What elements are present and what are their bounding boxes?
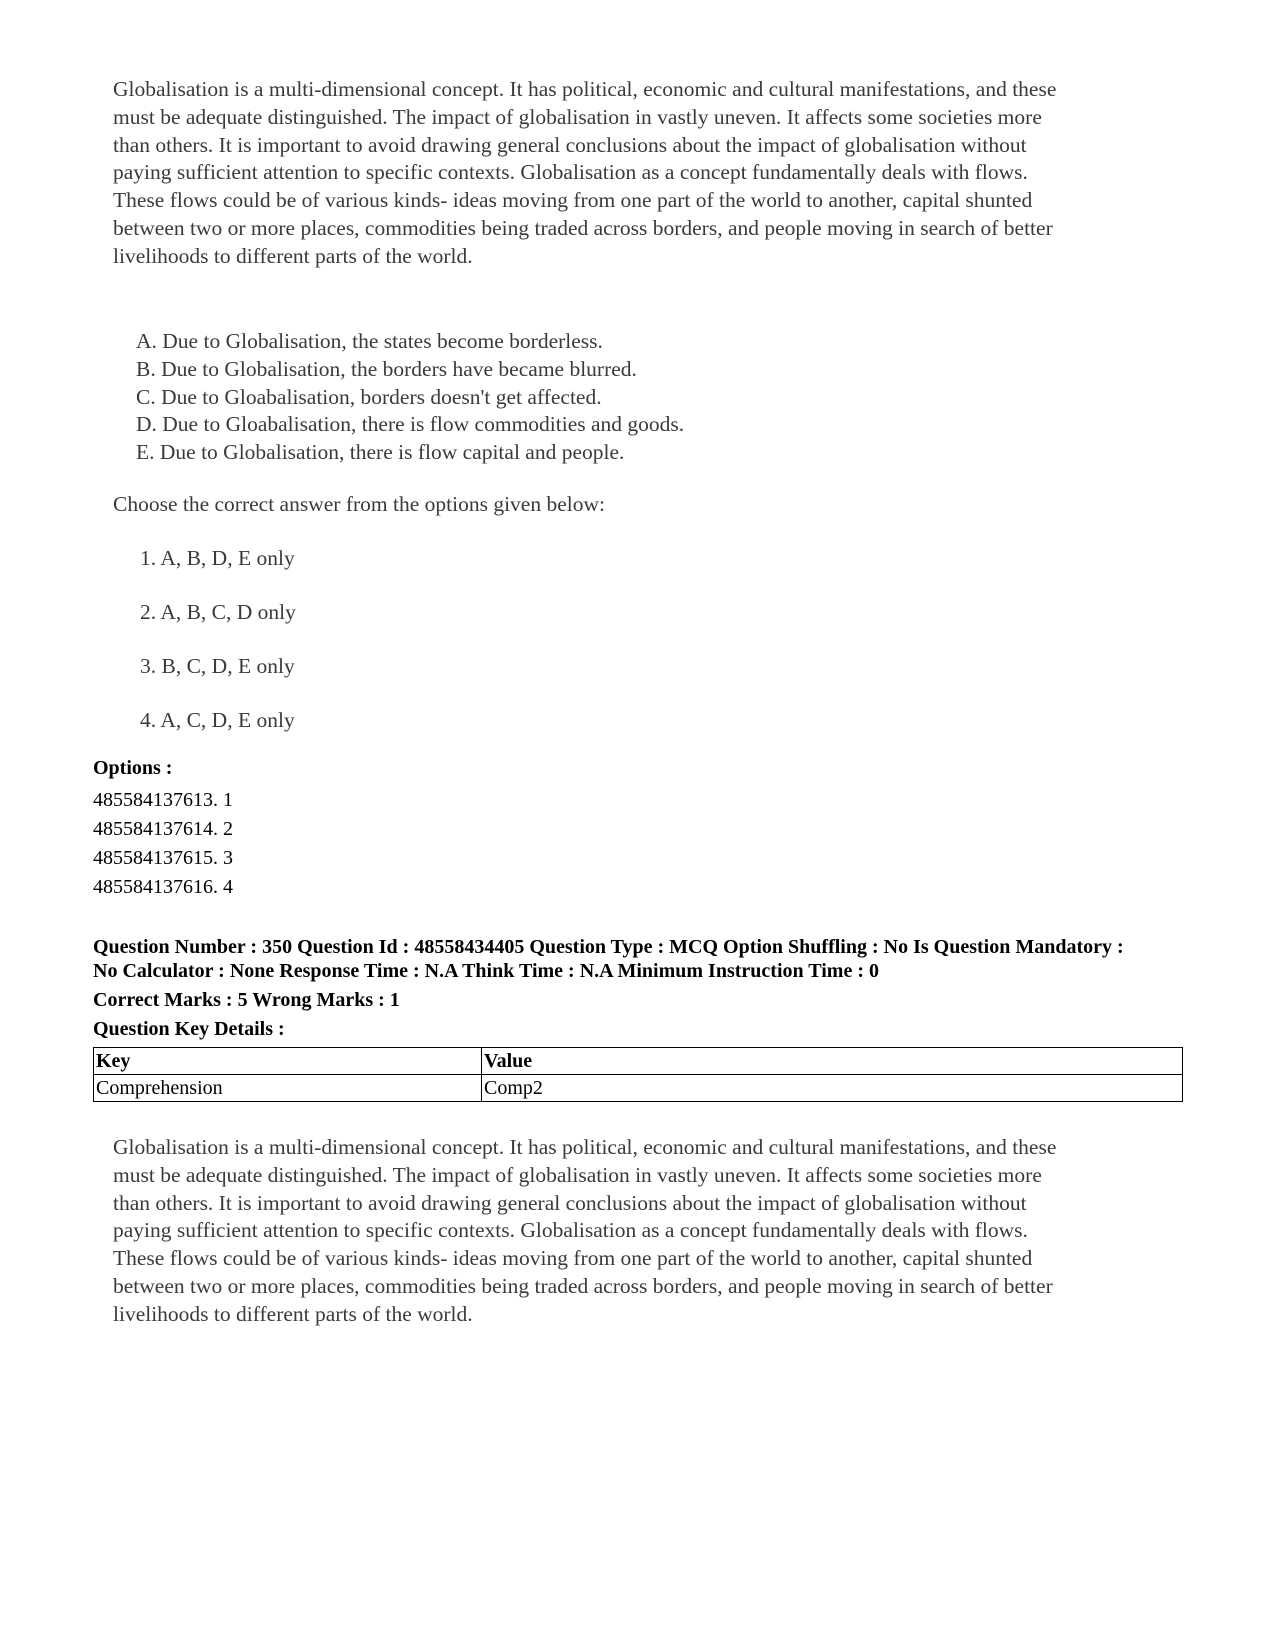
- statement-item: B. Due to Globalisation, the borders have became blurred.: [136, 356, 637, 381]
- statement-list: [136, 328, 684, 467]
- table-row: [94, 1075, 1183, 1102]
- comprehension-passage: [113, 1134, 1173, 1329]
- option-item: 485584137614. 2: [93, 818, 233, 840]
- passage-line: must be adequate distinguished. The impact of globalisation in vastly uneven. It affects some societies more: [113, 1162, 1042, 1187]
- statement-item: E. Due to Globalisation, there is flow capital and people.: [136, 440, 625, 465]
- passage-line: paying sufficient attention to specific contexts. Globalisation as a concept fundamentally deals with flows.: [113, 160, 1028, 185]
- question-marks: Correct Marks : 5 Wrong Marks : 1: [93, 989, 400, 1011]
- statement-item: C. Due to Gloabalisation, borders doesn't get affected.: [136, 384, 602, 409]
- option-item: 485584137613. 1: [93, 789, 233, 811]
- passage-line: Globalisation is a multi-dimensional concept. It has political, economic and cultural manifestations, and these: [113, 1135, 1057, 1159]
- question-meta-line: No Calculator : None Response Time : N.A Think Time : N.A Minimum Instruction Time : 0: [93, 960, 879, 982]
- passage-line: than others. It is important to avoid drawing general conclusions about the impact of globalisation without: [113, 1190, 1027, 1215]
- answer-choice: 1. A, B, D, E only: [140, 546, 295, 570]
- table-cell-value: Comp2: [482, 1075, 1183, 1102]
- key-details-heading: Question Key Details :: [93, 1018, 285, 1040]
- options-heading: Options :: [93, 757, 173, 779]
- passage-line: than others. It is important to avoid drawing general conclusions about the impact of globalisation without: [113, 132, 1027, 157]
- passage-line: livelihoods to different parts of the world.: [113, 1301, 473, 1326]
- passage-line: Globalisation is a multi-dimensional concept. It has political, economic and cultural manifestations, and these: [113, 77, 1057, 101]
- answer-choice: 3. B, C, D, E only: [140, 654, 295, 678]
- passage-line: These flows could be of various kinds- ideas moving from one part of the world to another, capital shunted: [113, 1246, 1033, 1271]
- instruction-text: Choose the correct answer from the options given below:: [113, 492, 605, 516]
- question-meta-line: Question Number : 350 Question Id : 48558434405 Question Type : MCQ Option Shuffling : No Is Question Mandatory :: [93, 936, 1124, 958]
- passage-line: between two or more places, commodities being traded across borders, and people moving in search of better: [113, 215, 1053, 240]
- passage-line: must be adequate distinguished. The impact of globalisation in vastly uneven. It affects some societies more: [113, 104, 1042, 129]
- passage-line: These flows could be of various kinds- ideas moving from one part of the world to another, capital shunted: [113, 188, 1033, 213]
- answer-choice: 2. A, B, C, D only: [140, 600, 296, 624]
- key-details-table: [93, 1047, 1183, 1102]
- table-header-value: Value: [482, 1048, 1183, 1075]
- comprehension-passage: [113, 76, 1173, 271]
- table-header-key: Key: [94, 1048, 482, 1075]
- passage-line: paying sufficient attention to specific contexts. Globalisation as a concept fundamentally deals with flows.: [113, 1218, 1028, 1243]
- passage-line: between two or more places, commodities being traded across borders, and people moving in search of better: [113, 1273, 1053, 1298]
- table-header-row: [94, 1048, 1183, 1075]
- passage-line: livelihoods to different parts of the world.: [113, 243, 473, 268]
- statement-item: A. Due to Globalisation, the states become borderless.: [136, 329, 603, 353]
- answer-choice: 4. A, C, D, E only: [140, 708, 295, 732]
- statement-item: D. Due to Gloabalisation, there is flow commodities and goods.: [136, 412, 685, 437]
- options-list: [93, 786, 233, 902]
- table-cell-key: Comprehension: [94, 1075, 482, 1102]
- option-item: 485584137616. 4: [93, 876, 233, 898]
- option-item: 485584137615. 3: [93, 847, 233, 869]
